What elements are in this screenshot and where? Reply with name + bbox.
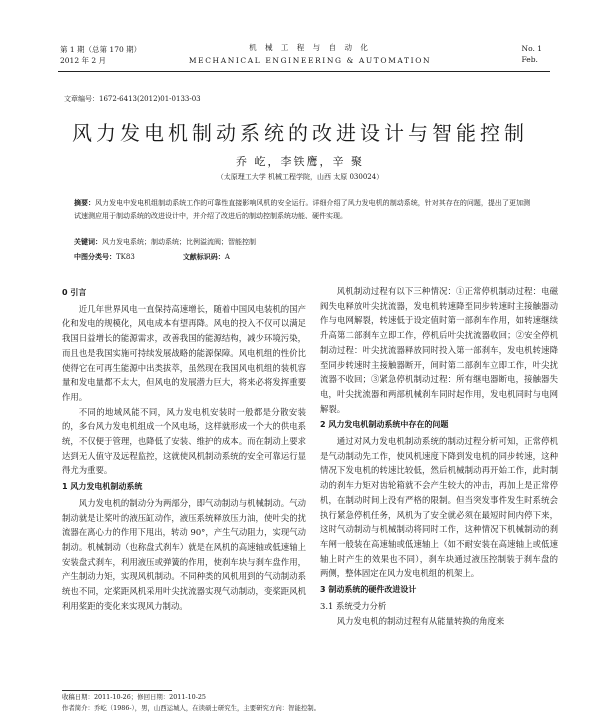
doc-code-value: A bbox=[224, 253, 230, 261]
footnote bbox=[62, 692, 320, 714]
journal-name-cn: 机 械 工 程 与 自 动 化 bbox=[249, 43, 371, 52]
footnote-received: 收稿日期：2011-10-26；修回日期：2011-10-25 bbox=[62, 693, 206, 701]
classification bbox=[74, 252, 230, 262]
clc-label: 中图分类号： bbox=[74, 252, 116, 261]
body-column-left bbox=[62, 284, 306, 613]
doc-code-label: 文献标识码： bbox=[182, 252, 225, 261]
paragraph: 风机制动过程有以下三种情况：①正常停机制动过程：电磁阀失电释放叶尖扰流器，发电机转速降至同步转速时主接触器动作与电网解裂，转速低于设定值时第一部刹车作用，如转速继续升高第二部刹车立即工作，停机后叶尖扰流器收回；②安全停机制动过程：叶尖扰流器释放同时投入第一部刹车，发电机转速降至同步转速时主接触器断开，间时第二部刹车立即工作，叶尖扰流器不收回；③紧急停机制动过程：所有继电器断电，接触器失电，叶尖扰流器和两部机械刹车同时起作用，发电机同时与电网解裂。 bbox=[320, 286, 558, 414]
header-date: 2012 年 2 月 bbox=[60, 56, 107, 65]
abstract-label: 摘要： bbox=[74, 198, 96, 207]
subsection-heading: 3.1 系统受力分析 bbox=[320, 600, 387, 611]
paragraph: 通过对风力发电机制动系统的制动过程分析可知，正常停机是气动制动先工作，使风机速度下降到发电机的同步转速，这种情况下发电机的转速比较低，然后机械制动再开始工作，此时制动的刹车力矩对齿轮箱就不会产生较大的冲击，再加上是正常停机，在制动时间上没有严格的限制。但当突发事件发生时系统会执行紧急停机任务，风机为了安全就必须在最短时间内停下来，这时气动制动与机械制动将同时工作，这种情况下机械制动的刹车闸一般装在高速轴或低速轴上（如不耐安装在高速轴上或低速轴上时产生的效果也不同），刹车块通过液压控制装于刹车盘的两侧，整体固定在风力发电机组的机架上。 bbox=[320, 436, 558, 579]
header-no-block bbox=[522, 43, 543, 65]
clc-value: TK83 bbox=[116, 253, 135, 261]
section-heading: 2 风力发电机制动系统中存在的问题 bbox=[320, 420, 449, 430]
paragraph: 不同的地域风能不同，风力发电机安装时一般都是分散安装的，多台风力发电机组成一个风电场，这样就形成一个大的供电系统，不仅便于管理，也降低了安装、维护的成本。而在制动上要求达到无人值守及远程监控，这就使风机制动系统的安全可靠运行显得尤为重要。 bbox=[62, 406, 306, 476]
header-issue: 第 1 期（总第 170 期） bbox=[60, 45, 142, 54]
body-column-right bbox=[320, 284, 558, 629]
footnote-author: 作者简介：乔屹（1986-），男，山西运城人，在读硕士研究生，主要研究方向：智能控制。 bbox=[62, 704, 321, 712]
section-heading: 3 制动系统的硬件改进设计 bbox=[320, 585, 417, 595]
paper-title: 风力发电机制动系统的改进设计与智能控制 bbox=[72, 121, 528, 145]
journal-name-en: MECHANICAL ENGINEERING & AUTOMATION bbox=[188, 56, 432, 65]
footnote-rule bbox=[62, 690, 172, 691]
keywords-label: 关键词： bbox=[74, 237, 102, 246]
header-no: No. 1 bbox=[521, 44, 542, 53]
abstract bbox=[74, 196, 530, 223]
abstract-text: 风力发电中发电机组制动系统工作的可靠性直接影响风机的安全运行。详细介绍了风力发电机的制动系统，针对其存在的问题，提出了更加测试速测应用于制动系统的改进设计中，并介绍了改进后的制动控制系统功能、硬件实现。 bbox=[74, 199, 530, 220]
paragraph: 风力发电机的制动分为两部分，即气动制动与机械制动。气动制动就是让桨叶的液压缸动作，液压系统释放压力油，使叶尖的扰流器在离心力的作用下甩出，转动 90°，产生气动阻力，实现气动制动。机械制动（也称盘式刹车）就是在风机的高速轴或低速轴上安装盘式刹车，利用液压或弹簧的作用，使刹车块与刹车盘作用，产生制动力矩，实现风机制动。不同种类的风机用到的气动制动系统也不同，定桨距风机采用叶尖扰流器实现气动制动，变桨距风机利用桨距的变化来实现风力制动。 bbox=[62, 497, 306, 611]
keywords-text: 风力发电系统；制动系统；比例溢流阀；智能控制 bbox=[102, 238, 256, 246]
header-month: Feb. bbox=[521, 55, 538, 64]
paragraph: 风力发电机的制动过程有从能量转换的角度来 bbox=[336, 616, 505, 627]
paper-affiliation: （太原理工大学 机械工程学院，山西 太原 030024） bbox=[216, 173, 384, 181]
paper-authors: 乔 屹，李铁鹰，辛 聚 bbox=[236, 155, 364, 168]
doc-number: 文章编号：1672-6413(2012)01-0133-03 bbox=[64, 95, 201, 103]
header-rule bbox=[58, 71, 550, 72]
header-journal bbox=[170, 42, 450, 65]
section-heading: 1 风力发电机制动系统 bbox=[62, 482, 143, 492]
section-heading: 0 引言 bbox=[62, 288, 87, 297]
paragraph: 近几年世界风电一直保持高速增长，随着中国风电装机的国产化和发电的规模化，风电成本有望再降。风电的投入不仅可以满足我国日益增长的能源需求，改善我国的能源结构，减少环境污染，而且也是我国实施可持续发展战略的能源保障。风电机组的性价比使得它在可再生能源中出类拔萃，虽然现在我国风电机组的装机容量和发电量都不太大，但风电的发展潜力巨大，将来必将发挥重要作用。 bbox=[62, 303, 306, 402]
header-issue-block bbox=[60, 44, 141, 66]
keywords bbox=[74, 237, 256, 247]
